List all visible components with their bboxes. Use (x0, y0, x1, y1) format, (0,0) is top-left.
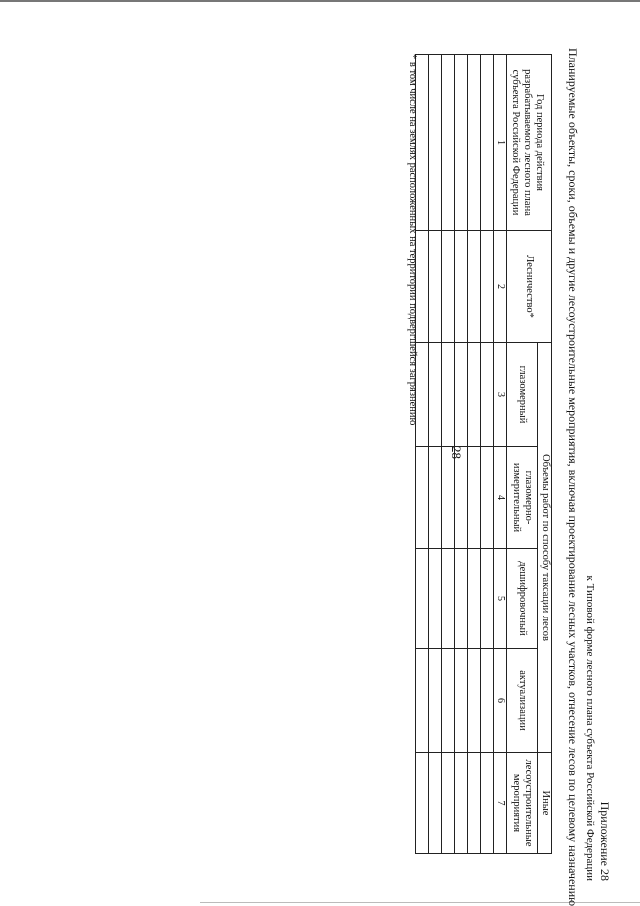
table-container (416, 54, 553, 854)
table-cell (429, 649, 442, 753)
header-other-measures (507, 753, 538, 854)
table-cell (442, 753, 455, 854)
header-other-measures-label: лесоустроительные мероприятия (511, 759, 535, 847)
table-cell (481, 549, 494, 649)
table-cell (481, 55, 494, 231)
table-row (429, 55, 442, 854)
table-cell (416, 447, 429, 549)
table-cell (442, 231, 455, 343)
header-visual-measuring-label: глазомерно-измерительный (511, 462, 535, 533)
table-cell (455, 549, 468, 649)
table-row (442, 55, 455, 854)
table-cell (429, 343, 442, 447)
table-cell (429, 55, 442, 231)
header-group-volumes (538, 343, 552, 753)
table-cell (455, 649, 468, 753)
table-cell (468, 447, 481, 549)
header-other-top (538, 753, 552, 854)
column-number: 2 (494, 231, 507, 343)
header-updating (507, 649, 538, 753)
header-visual-measuring (507, 447, 538, 549)
table-cell (442, 549, 455, 649)
appendix-subtitle: к Типовой форме лесного плана субъекта Российской Федерации (584, 575, 596, 881)
header-updating-label: актуализации (517, 670, 529, 731)
column-number: 1 (494, 55, 507, 231)
column-number: 3 (494, 343, 507, 447)
table-cell (442, 649, 455, 753)
table-cell (468, 753, 481, 854)
table-cell (468, 231, 481, 343)
table-cell (455, 753, 468, 854)
table-cell (481, 231, 494, 343)
table-cell (416, 753, 429, 854)
table-cell (429, 231, 442, 343)
column-number-row (494, 55, 507, 854)
table-cell (429, 549, 442, 649)
table-row (468, 55, 481, 854)
table-cell (468, 55, 481, 231)
header-visual (507, 343, 538, 447)
table-cell (442, 55, 455, 231)
table-cell (416, 649, 429, 753)
header-other-top-label: Иные (539, 790, 551, 816)
column-number: 5 (494, 549, 507, 649)
table-cell (468, 343, 481, 447)
footnote: * в том числе на землях расположенных на территории подвергшейся загрязнению (407, 54, 418, 426)
table-row (481, 55, 494, 854)
header-decoding (507, 549, 538, 649)
table-cell (455, 55, 468, 231)
table-cell (442, 343, 455, 447)
page-number: 28 (449, 446, 464, 459)
header-decoding-label: дешифровочный (517, 561, 529, 636)
column-number: 6 (494, 649, 507, 753)
table-row (455, 55, 468, 854)
table-caption: Планируемые объекты, сроки, объемы и другие лесоустроительные мероприятия, включая проектирование лесных участков, отнесение лесов по целевому назначению (566, 48, 580, 906)
table-cell (481, 753, 494, 854)
appendix-title: Приложение 28 (598, 801, 612, 881)
table-cell (481, 343, 494, 447)
table-cell (481, 447, 494, 549)
header-visual-label: глазомерный (517, 365, 529, 424)
header-forestry-label: Лесничество* (524, 255, 536, 318)
table-cell (481, 649, 494, 753)
table-cell (429, 753, 442, 854)
table-cell (416, 549, 429, 649)
column-number: 7 (494, 753, 507, 854)
table-cell (455, 231, 468, 343)
forest-works-table (416, 54, 553, 854)
header-year (507, 55, 552, 231)
header-forestry (507, 231, 552, 343)
table-cell (468, 549, 481, 649)
table-cell (429, 447, 442, 549)
table-cell (455, 447, 468, 549)
header-group-label: Объемы работ по способу таксации лесов (539, 454, 551, 641)
table-cell (468, 649, 481, 753)
column-number: 4 (494, 447, 507, 549)
table-cell (455, 343, 468, 447)
table-cell (442, 447, 455, 549)
header-year-label: Год периода действия разрабатываемого лесного плана субъекта Российской Федерации (510, 69, 546, 216)
